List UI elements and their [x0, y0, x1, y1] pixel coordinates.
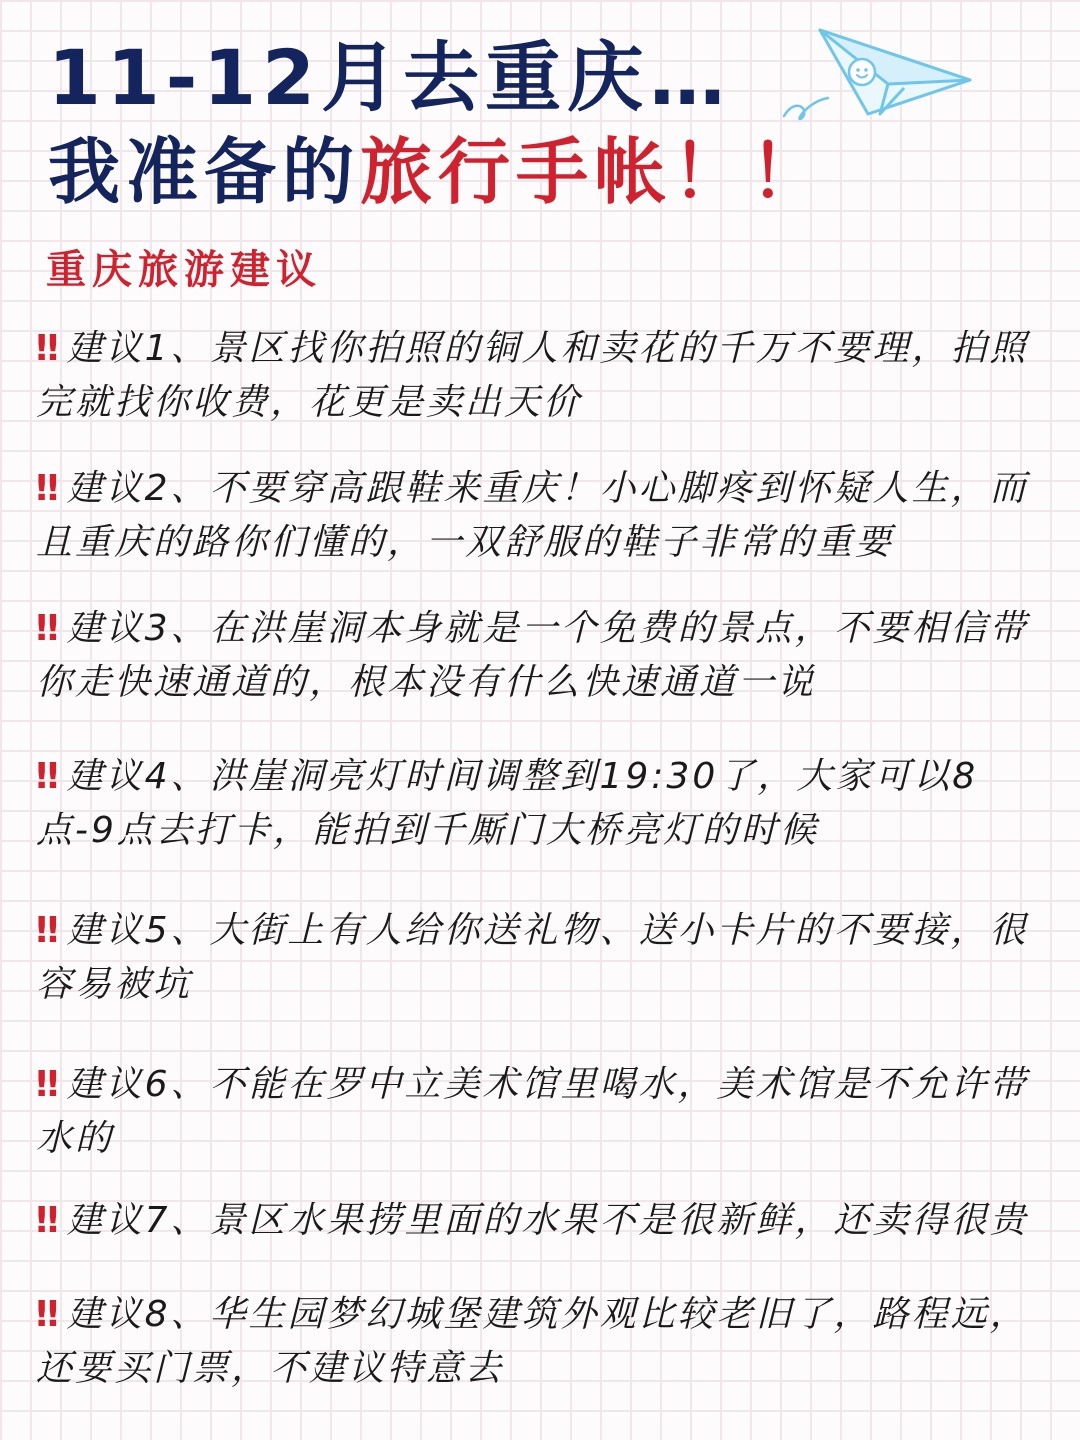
paper-plane-icon — [776, 18, 976, 136]
double-exclamation-icon: ‼ — [36, 1200, 55, 1241]
title-line-1: 11-12月去重庆… — [48, 33, 732, 122]
tip-item-1 — [36, 322, 1048, 430]
double-exclamation-icon: ‼ — [36, 1294, 55, 1335]
double-exclamation-icon: ‼ — [36, 608, 55, 649]
tip-text: 建议3、在洪崖洞本身就是一个免费的景点，不要相信带你走快速通道的，根本没有什么快速通道一说 — [36, 608, 1029, 703]
tip-text: 建议7、景区水果捞里面的水果不是很新鲜，还卖得很贵 — [66, 1200, 1029, 1241]
double-exclamation-icon: ‼ — [36, 756, 55, 797]
double-exclamation-icon: ‼ — [36, 468, 55, 509]
tip-item-3 — [36, 602, 1048, 710]
tip-text: 建议5、大街上有人给你送礼物、送小卡片的不要接，很容易被坑 — [36, 910, 1029, 1005]
tip-item-8 — [36, 1288, 1048, 1396]
section-subtitle: 重庆旅游建议 — [46, 247, 322, 293]
tip-text: 建议4、洪崖洞亮灯时间调整到19:30了，大家可以8点-9点去打卡，能拍到千厮门大桥亮灯的时候 — [36, 756, 979, 851]
tip-item-4 — [36, 750, 1048, 858]
double-exclamation-icon: ‼ — [36, 328, 55, 369]
tip-text: 建议6、不能在罗中立美术馆里喝水，美术馆是不允许带水的 — [36, 1064, 1029, 1159]
tip-item-7 — [36, 1194, 1048, 1248]
title-line-2-part-2: 旅行手帐！！ — [360, 130, 829, 214]
tip-item-2 — [36, 462, 1048, 570]
tip-item-5 — [36, 904, 1048, 1012]
title-line-2 — [48, 130, 829, 214]
title-line-2-part-1: 我准备的 — [48, 130, 361, 214]
tip-item-6 — [36, 1058, 1048, 1166]
tip-text: 建议1、景区找你拍照的铜人和卖花的千万不要理，拍照完就找你收费，花更是卖出天价 — [36, 328, 1029, 423]
tip-text: 建议2、不要穿高跟鞋来重庆！小心脚疼到怀疑人生，而且重庆的路你们懂的，一双舒服的鞋子非常的重要 — [36, 468, 1029, 563]
double-exclamation-icon: ‼ — [36, 910, 55, 951]
tip-text: 建议8、华生园梦幻城堡建筑外观比较老旧了，路程远，还要买门票，不建议特意去 — [36, 1294, 1029, 1389]
double-exclamation-icon: ‼ — [36, 1064, 55, 1105]
